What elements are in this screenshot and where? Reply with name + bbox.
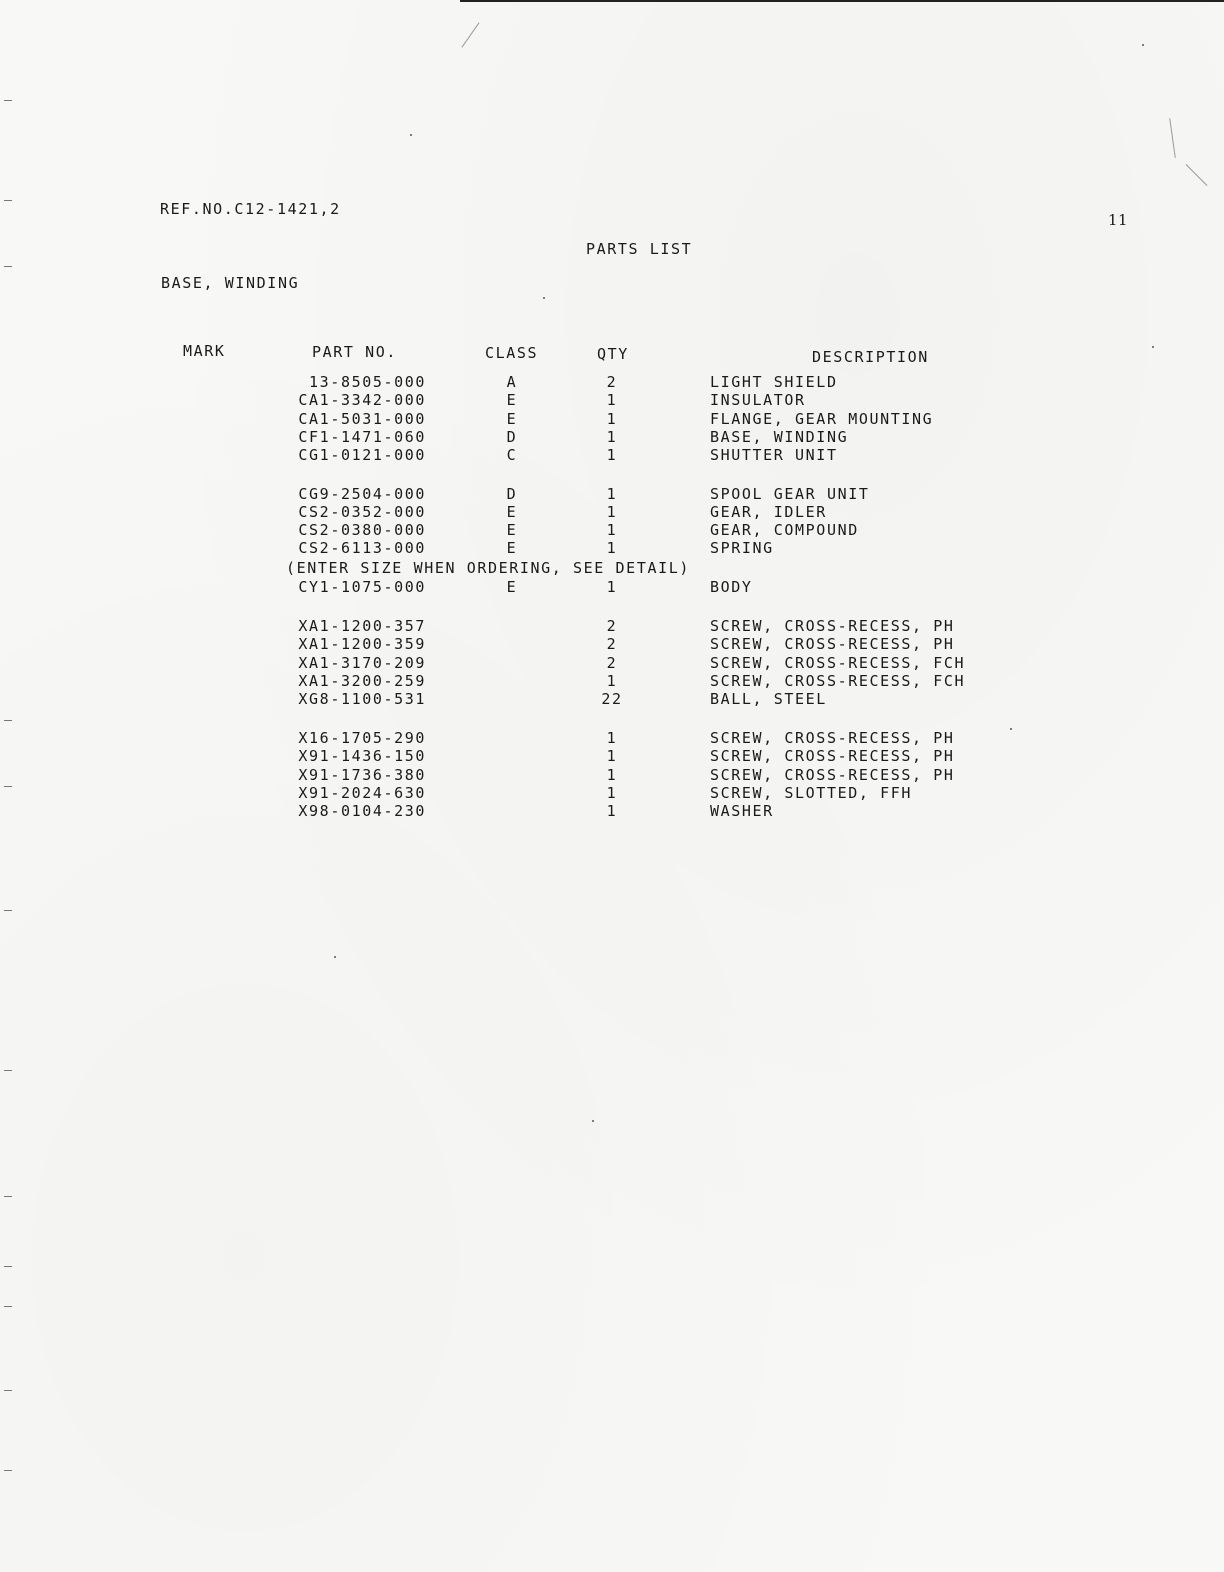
table-row — [0, 446, 1224, 464]
part-description: SCREW, CROSS-RECESS, PH — [710, 635, 955, 653]
part-number: CS2-0380-000 — [298, 521, 426, 539]
part-description: SPOOL GEAR UNIT — [710, 485, 870, 503]
part-number: CG1-0121-000 — [298, 446, 426, 464]
part-class: E — [506, 578, 518, 596]
part-description: SCREW, SLOTTED, FFH — [710, 784, 912, 802]
part-number: CF1-1471-060 — [298, 428, 426, 446]
table-row — [0, 690, 1224, 708]
table-row — [0, 747, 1224, 765]
page-number: 11 — [1108, 211, 1129, 229]
part-description: SCREW, CROSS-RECESS, FCH — [710, 654, 966, 672]
part-description: SPRING — [710, 539, 774, 557]
part-description: SCREW, CROSS-RECESS, FCH — [710, 672, 966, 690]
part-number: X98-0104-230 — [298, 802, 426, 820]
table-row — [0, 539, 1224, 557]
part-description: SCREW, CROSS-RECESS, PH — [710, 729, 955, 747]
part-description: INSULATOR — [710, 391, 806, 409]
part-description: SCREW, CROSS-RECESS, PH — [710, 747, 955, 765]
part-description: SCREW, CROSS-RECESS, PH — [710, 766, 955, 784]
part-description: BALL, STEEL — [710, 690, 827, 708]
part-qty: 1 — [606, 672, 618, 690]
part-number: CA1-3342-000 — [298, 391, 426, 409]
table-row — [0, 784, 1224, 802]
part-number: CY1-1075-000 — [298, 578, 426, 596]
part-number: XA1-3200-259 — [298, 672, 426, 690]
part-number: CG9-2504-000 — [298, 485, 426, 503]
part-number: X91-2024-630 — [298, 784, 426, 802]
part-qty: 1 — [606, 766, 618, 784]
part-class: E — [506, 539, 518, 557]
table-row — [0, 578, 1224, 596]
part-number: X16-1705-290 — [298, 729, 426, 747]
table-row — [0, 617, 1224, 635]
part-description: BODY — [710, 578, 753, 596]
part-class: D — [506, 428, 518, 446]
part-description: SCREW, CROSS-RECESS, PH — [710, 617, 955, 635]
part-description: GEAR, IDLER — [710, 503, 827, 521]
column-header-description: DESCRIPTION — [812, 348, 929, 366]
part-qty: 1 — [606, 503, 618, 521]
part-qty: 1 — [606, 802, 618, 820]
assembly-name: BASE, WINDING — [161, 274, 300, 292]
part-qty: 1 — [606, 410, 618, 428]
part-qty: 1 — [606, 784, 618, 802]
table-row — [0, 635, 1224, 653]
table-row — [0, 729, 1224, 747]
reference-number: REF.NO.C12-1421,2 — [160, 200, 341, 218]
table-row — [0, 503, 1224, 521]
part-number: X91-1436-150 — [298, 747, 426, 765]
column-header-qty: QTY — [597, 345, 629, 363]
part-qty: 1 — [606, 391, 618, 409]
part-class: C — [506, 446, 518, 464]
table-row — [0, 521, 1224, 539]
part-qty: 1 — [606, 539, 618, 557]
part-description: LIGHT SHIELD — [710, 373, 838, 391]
table-row — [0, 802, 1224, 820]
part-qty: 1 — [606, 578, 618, 596]
table-row — [0, 373, 1224, 391]
part-number: XG8-1100-531 — [298, 690, 426, 708]
part-number: X91-1736-380 — [298, 766, 426, 784]
column-header-part-no: PART NO. — [312, 343, 398, 361]
part-qty: 2 — [606, 617, 618, 635]
part-qty: 1 — [606, 428, 618, 446]
table-row — [0, 428, 1224, 446]
part-class: E — [506, 410, 518, 428]
part-number: 13-8505-000 — [309, 373, 426, 391]
table-row — [0, 672, 1224, 690]
part-qty: 1 — [606, 485, 618, 503]
part-number: CS2-6113-000 — [298, 539, 426, 557]
table-row — [0, 391, 1224, 409]
table-row — [0, 766, 1224, 784]
part-class: E — [506, 503, 518, 521]
ordering-note: (ENTER SIZE WHEN ORDERING, SEE DETAIL) — [286, 559, 690, 577]
part-qty: 1 — [606, 521, 618, 539]
part-number: XA1-1200-357 — [298, 617, 426, 635]
part-qty: 2 — [606, 654, 618, 672]
document-title: PARTS LIST — [586, 240, 693, 258]
table-row — [0, 410, 1224, 428]
part-description: GEAR, COMPOUND — [710, 521, 859, 539]
part-qty: 1 — [606, 446, 618, 464]
part-qty: 1 — [606, 729, 618, 747]
part-description: WASHER — [710, 802, 774, 820]
table-row — [0, 485, 1224, 503]
part-number: CA1-5031-000 — [298, 410, 426, 428]
column-header-class: CLASS — [485, 344, 539, 362]
part-qty: 22 — [601, 690, 623, 708]
part-class: E — [506, 521, 518, 539]
part-description: BASE, WINDING — [710, 428, 849, 446]
part-number: CS2-0352-000 — [298, 503, 426, 521]
part-qty: 2 — [606, 373, 618, 391]
part-qty: 2 — [606, 635, 618, 653]
part-class: A — [506, 373, 518, 391]
part-description: SHUTTER UNIT — [710, 446, 838, 464]
part-class: D — [506, 485, 518, 503]
part-qty: 1 — [606, 747, 618, 765]
part-number: XA1-3170-209 — [298, 654, 426, 672]
column-header-mark: MARK — [183, 342, 226, 360]
part-number: XA1-1200-359 — [298, 635, 426, 653]
part-class: E — [506, 391, 518, 409]
table-row — [0, 654, 1224, 672]
part-description: FLANGE, GEAR MOUNTING — [710, 410, 934, 428]
